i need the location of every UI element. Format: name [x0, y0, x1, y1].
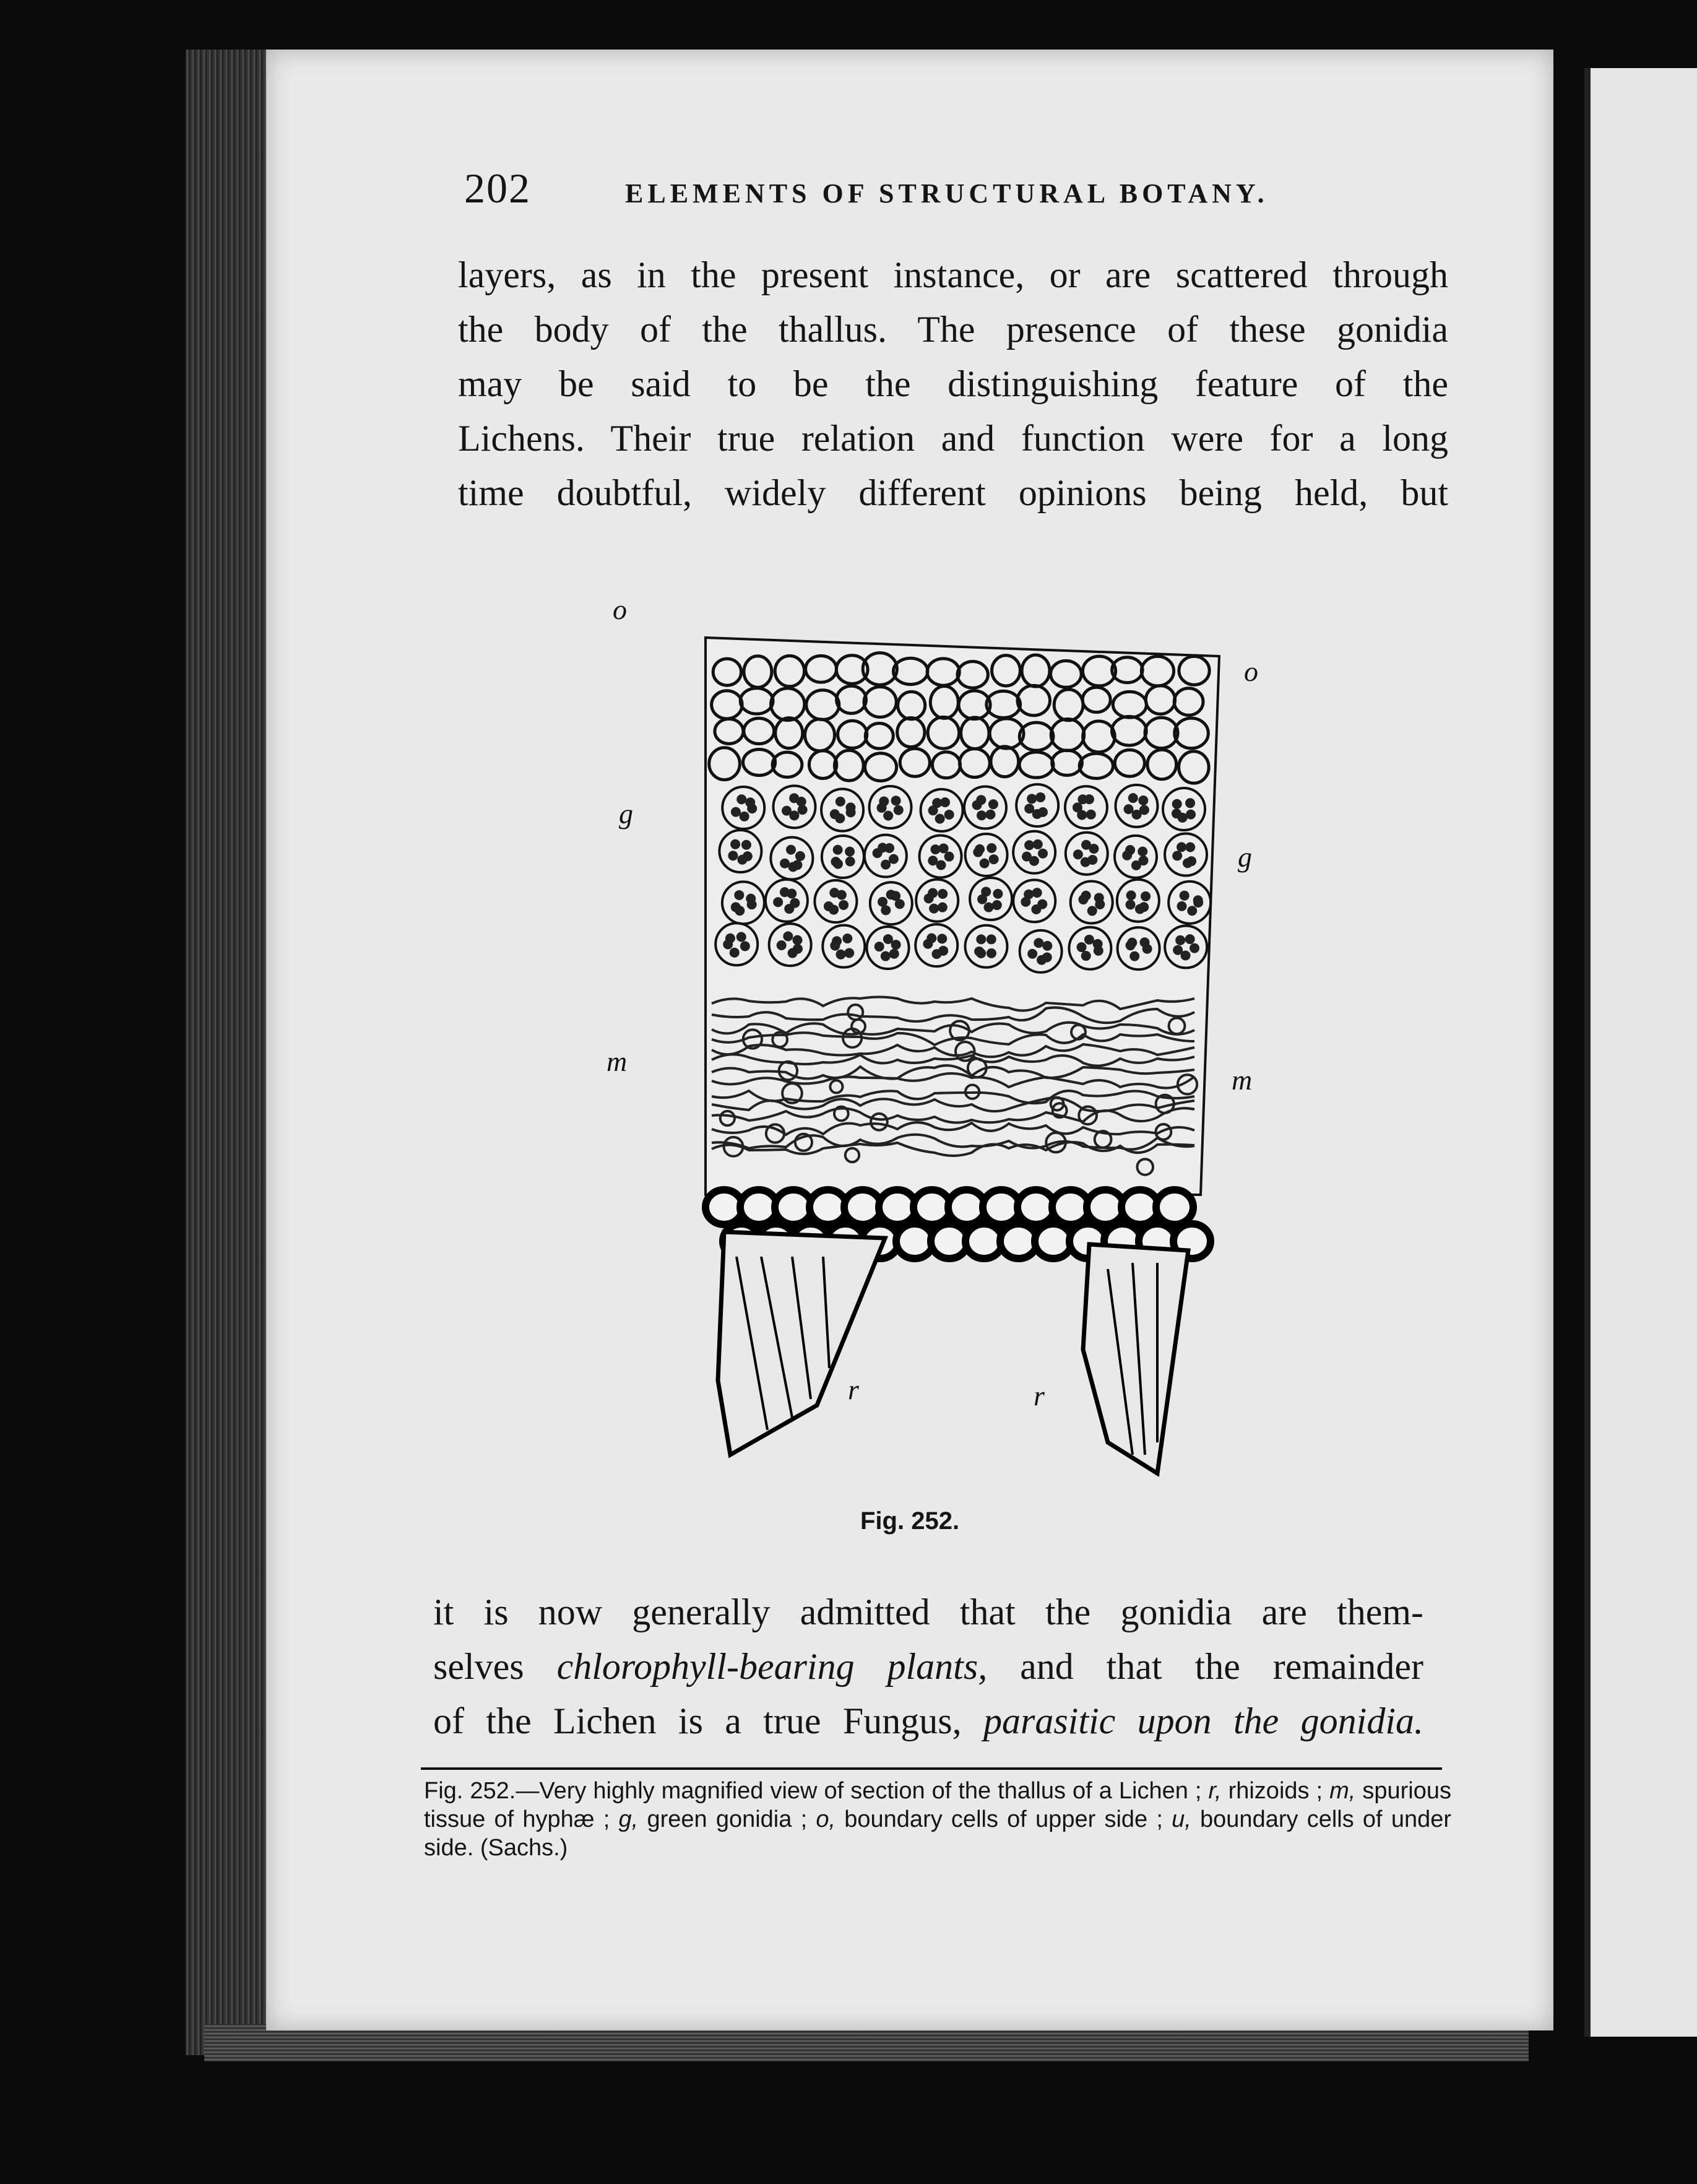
gonidium-granule: [993, 889, 1003, 899]
gonidium-granule: [1093, 939, 1103, 949]
figure-caption: Fig. 252.: [860, 1507, 960, 1535]
text-line: Lichens. Their true relation and function were for a long: [458, 418, 1448, 459]
lower-cortex-cell: [1156, 1190, 1193, 1224]
gonidium-granule: [725, 934, 735, 943]
gonidium-granule: [830, 809, 840, 819]
gonidium-granule: [1024, 840, 1034, 850]
gonidium-granule: [1024, 890, 1034, 899]
gonidium-granule: [935, 814, 945, 824]
gonidium-granule: [845, 802, 855, 812]
label-r-left: r: [848, 1374, 859, 1405]
gonidium-granule: [1129, 951, 1139, 961]
gonidium-granule: [891, 940, 901, 950]
gonidium-granule: [786, 845, 796, 855]
footnote-lead: Fig. 252.—Very highly magnified view of section of the thallus of a Lichen ;: [424, 1778, 1202, 1804]
label-r-right: r: [1034, 1380, 1045, 1411]
gonidium-granule: [731, 807, 741, 817]
gonidium-granule: [836, 797, 845, 807]
gonidium-granule: [987, 948, 996, 958]
paragraph-top: [458, 248, 1448, 520]
paragraph-bottom: [433, 1585, 1423, 1748]
text-line: layers, as in the present instance, or are scattered through: [458, 254, 1448, 295]
gonidium-granule: [1084, 794, 1094, 804]
gonidium-granule: [845, 857, 855, 867]
gonidium-granule: [928, 888, 938, 898]
gonidium-granule: [883, 811, 893, 821]
gonidium-granule: [1084, 935, 1094, 945]
label-g-right: g: [1238, 841, 1252, 873]
gonidium-granule: [976, 795, 986, 805]
label-g-left: g: [619, 798, 633, 830]
gonidium-granule: [989, 854, 999, 864]
gonidium-granule: [1035, 792, 1045, 802]
gonidium-granule: [780, 859, 790, 869]
key-r: r,: [1208, 1778, 1222, 1804]
gonidium-granule: [926, 934, 936, 943]
gonidium-granule: [891, 795, 901, 805]
gonidium-granule: [784, 904, 794, 914]
running-head: ELEMENTS OF STRUCTURAL BOTANY.: [625, 178, 1269, 209]
gonidium-granule: [937, 934, 947, 943]
gonidium-granule: [1138, 795, 1148, 805]
gonidium-granule: [1183, 858, 1193, 868]
gonidium-granule: [788, 948, 798, 958]
gonidium-granule: [783, 932, 793, 942]
gonidium-granule: [980, 859, 990, 869]
gonidium-granule: [1034, 938, 1043, 948]
gonidium-granule: [1094, 893, 1104, 903]
gonidium-granule: [929, 904, 939, 914]
gonidium-granule: [1031, 904, 1041, 914]
gonidium-granule: [1089, 844, 1099, 854]
gonidium-granule: [1073, 849, 1083, 859]
gonidium-granule: [734, 890, 744, 900]
gonidium-granule: [1027, 949, 1037, 959]
rhizoids: [718, 1232, 1188, 1473]
footnote-text: spurious tissue of hyphæ ;: [424, 1778, 1451, 1832]
gonidium-granule: [1032, 888, 1042, 898]
figure-lichen-section: [607, 576, 1665, 1566]
gonidium-granule: [839, 900, 849, 910]
key-m: m,: [1329, 1778, 1356, 1804]
label-m-left: m: [607, 1046, 628, 1077]
key-g: g,: [618, 1806, 639, 1832]
gonidium-granule: [944, 810, 954, 820]
gonidium-granule: [1077, 942, 1087, 952]
text-line: time doubtful, widely different opinions being held, but: [458, 472, 1448, 513]
gonidium-granule: [938, 903, 948, 912]
gonidium-granule: [879, 796, 889, 806]
text-run: of the Lichen is a true Fungus,: [433, 1701, 983, 1741]
gonidium-granule: [988, 799, 998, 809]
gonidium-granule: [985, 810, 995, 820]
gonidium-granule: [1127, 938, 1137, 948]
gonidium-granule: [1027, 794, 1037, 804]
gonidium-granule: [1190, 943, 1199, 953]
gonidium-granule: [1177, 901, 1187, 911]
gonidium-granule: [987, 843, 996, 853]
gonidium-granule: [1024, 804, 1034, 813]
footnote-text: rhizoids ;: [1221, 1778, 1330, 1804]
gonidium-granule: [1172, 851, 1182, 860]
gonidium-granule: [1124, 804, 1134, 814]
gonidium-granule: [728, 851, 738, 860]
gonidium-granule: [987, 934, 996, 944]
gonidium-granule: [974, 947, 984, 956]
gonidium-granule: [737, 855, 747, 865]
text-line: [433, 1694, 1423, 1748]
gonidium-granule: [975, 844, 985, 854]
label-o-left: o: [613, 594, 627, 625]
gonidium-granule: [938, 889, 948, 899]
gonidium-granule: [931, 949, 941, 959]
gonidium-granule: [1141, 891, 1151, 901]
gonidium-granule: [1022, 852, 1032, 862]
gonidium-granule: [881, 860, 891, 870]
gonidium-granule: [832, 936, 842, 946]
gonidium-granule: [1081, 951, 1091, 961]
gonidium-granule: [782, 806, 792, 816]
key-u: u,: [1172, 1806, 1191, 1832]
gonidium-granule: [881, 951, 891, 961]
gonidium-granule: [977, 810, 987, 820]
gonidium-granule: [891, 891, 900, 901]
gonidium-granule: [983, 903, 993, 912]
gonidium-granule: [894, 805, 904, 815]
gonidium-granule: [736, 794, 746, 804]
gonidium-granule: [940, 797, 950, 807]
gonidium-granule: [992, 900, 1002, 910]
italic-run: chlorophyll-bearing plants,: [556, 1646, 988, 1687]
gonidium-granule: [730, 839, 740, 849]
gonidium-granule: [1175, 935, 1185, 945]
gonidium-granule: [1185, 798, 1195, 808]
gonidium-granule: [740, 941, 750, 951]
gonidium-granule: [1037, 955, 1047, 965]
gonidium-granule: [1033, 839, 1043, 849]
gonidium-granule: [884, 843, 894, 853]
gonidium-granule: [1180, 891, 1190, 901]
text-line: the body of the thallus. The presence of these gonidia: [458, 309, 1448, 350]
gonidium-granule: [1042, 941, 1052, 951]
text-line: it is now generally admitted that the gonidia are them-: [433, 1592, 1423, 1632]
gonidium-granule: [1177, 842, 1186, 852]
gonidium-granule: [1087, 906, 1097, 916]
text-line: [433, 1639, 1423, 1694]
gonidium-granule: [741, 840, 751, 850]
text-run: and that the remainder: [987, 1646, 1423, 1687]
text-line: may be said to be the distinguishing feature of the: [458, 363, 1448, 404]
gonidium-granule: [842, 934, 852, 943]
gonidium-granule: [944, 852, 954, 862]
gonidium-granule: [1185, 843, 1195, 852]
gonidium-granule: [773, 897, 783, 907]
gonidium-granule: [1126, 890, 1136, 900]
footnote-text: green gonidia ;: [638, 1806, 816, 1832]
gonidium-granule: [1128, 793, 1138, 803]
gonidium-granule: [1172, 808, 1181, 818]
gonidium-granule: [836, 950, 845, 960]
gonidium-granule: [837, 890, 847, 900]
gonidium-granule: [792, 935, 802, 945]
gonidium-granule: [731, 902, 741, 912]
gonidium-granule: [889, 949, 899, 959]
gonidium-granule: [874, 942, 884, 951]
gonidium-granule: [1193, 895, 1203, 905]
gonidium-granule: [730, 948, 740, 958]
gonidium-granule: [824, 901, 834, 911]
gonidium-granule: [746, 894, 756, 904]
gonidium-granule: [1185, 934, 1195, 944]
figure-footnote: [424, 1777, 1451, 1862]
gonidium-granule: [1125, 845, 1135, 855]
gonidium-granule: [787, 888, 797, 898]
gonidium-granule: [1139, 937, 1149, 947]
gonidium-granule: [1135, 904, 1145, 914]
italic-run: parasitic upon the gonidia.: [983, 1701, 1423, 1741]
gonidium-granule: [1173, 945, 1183, 955]
gonidium-granule: [1187, 906, 1197, 916]
gonidium-granule: [878, 897, 887, 907]
gonidium-granule: [928, 856, 938, 865]
gonidium-granule: [981, 886, 991, 896]
gonidium-granule: [1086, 810, 1096, 820]
gonidium-granule: [1126, 899, 1136, 909]
gonidium-granule: [1081, 891, 1091, 901]
gonidium-granule: [1081, 857, 1090, 867]
book-page-edges: [186, 50, 279, 2055]
gonidium-granule: [745, 797, 755, 807]
gonidium-granule: [795, 851, 805, 861]
label-m-right: m: [1232, 1064, 1253, 1096]
gonidium-granule: [1132, 810, 1142, 820]
label-o-right: o: [1244, 656, 1258, 687]
page-number: 202: [464, 165, 531, 212]
gonidium-granule: [976, 934, 986, 944]
text-run: selves: [433, 1646, 557, 1687]
gonidium-granule: [740, 812, 749, 821]
key-o: o,: [816, 1806, 836, 1832]
gonidium-granule: [797, 797, 806, 807]
gonidium-granule: [833, 845, 843, 855]
page-header: [464, 164, 1541, 220]
footnote-text: boundary cells of upper side ;: [836, 1806, 1172, 1832]
gonidium-granule: [777, 940, 787, 950]
gonidium-granule: [845, 847, 855, 857]
gonidium-granule: [1131, 860, 1141, 870]
book-page: [266, 50, 1553, 2030]
lichen-thallus-illustration: [607, 576, 1541, 1504]
footnote-text: boundary cells of under side. (Sachs.): [424, 1806, 1452, 1861]
gonidium-granule: [831, 857, 840, 867]
gonidium-granule: [1073, 802, 1082, 812]
gonidium-granule: [736, 932, 746, 942]
footnote-rule: [421, 1767, 1442, 1770]
gonidium-granule: [1038, 849, 1048, 859]
gonidium-granule: [1138, 847, 1147, 857]
gonidium-granule: [844, 948, 854, 958]
gonidium-granule: [1172, 799, 1182, 809]
gonidium-granule: [939, 843, 949, 853]
